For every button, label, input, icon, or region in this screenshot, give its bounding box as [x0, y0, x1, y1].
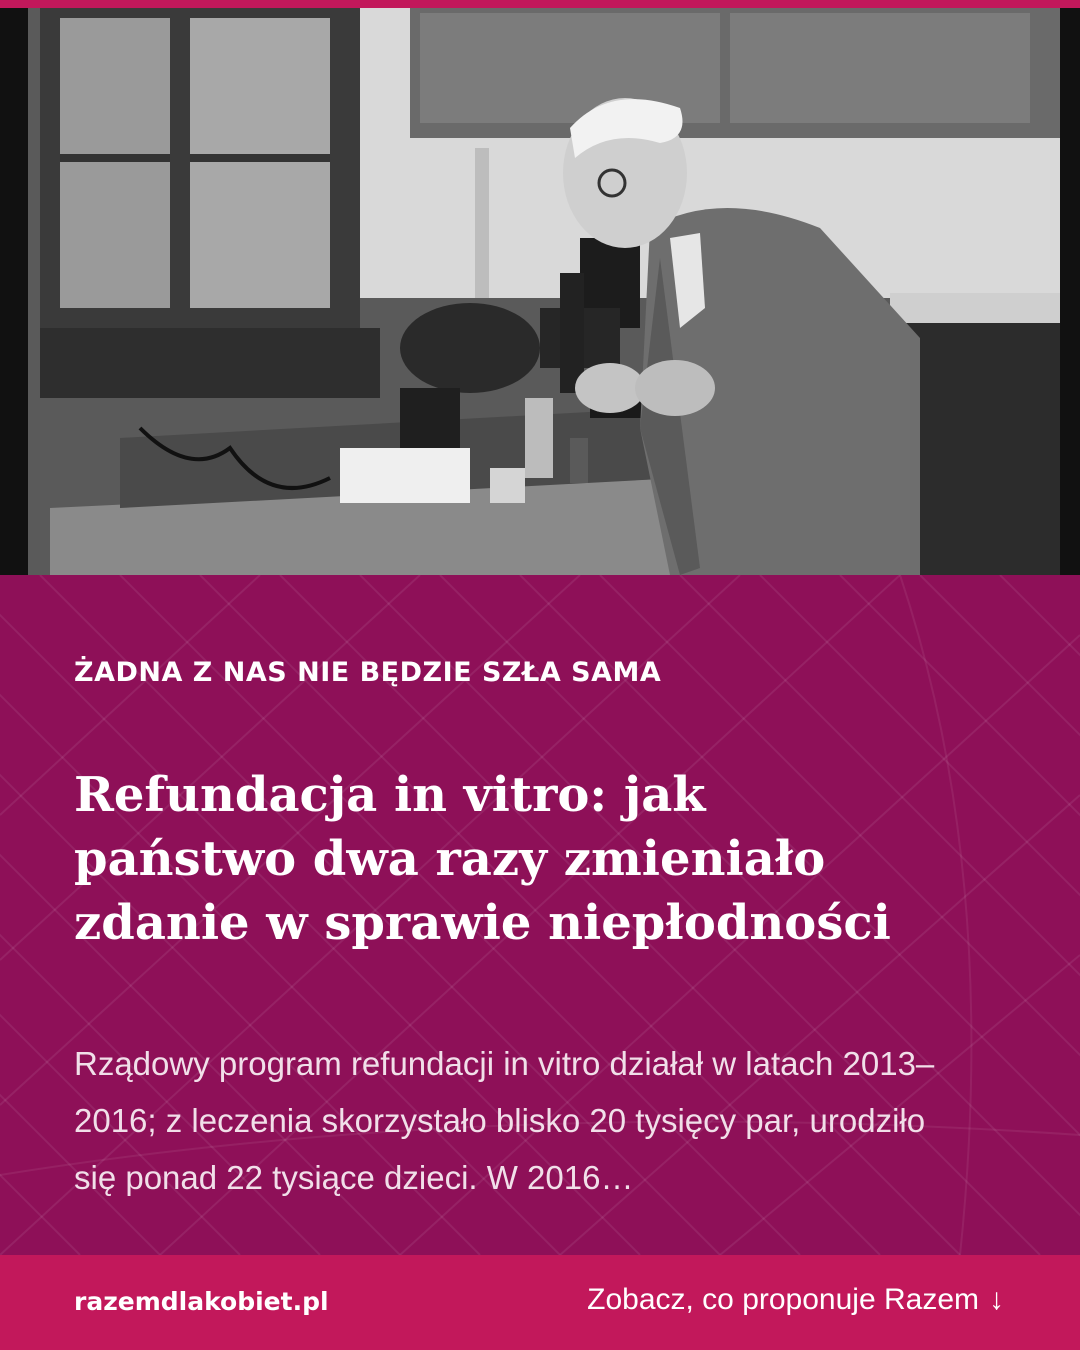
see-proposal-link[interactable]	[587, 1283, 1004, 1317]
article-lead: Rządowy program refundacji in vitro działał w latach 2013–2016; z leczenia skorzystało blisko 20 tysięcy par, urodziło się ponad 22 tysiące dzieci. W 2016…	[74, 1045, 935, 1196]
arrow-down-icon: ↓	[989, 1283, 1004, 1316]
top-accent-strip	[0, 0, 1080, 8]
scientist-microscope-illustration	[0, 8, 1080, 575]
hero-photo	[0, 8, 1080, 575]
cta-label: Zobacz, co proponuje Razem	[587, 1283, 979, 1316]
article-panel	[0, 575, 1080, 1255]
series-kicker: ŻADNA Z NAS NIE BĘDZIE SZŁA SAMA	[74, 657, 662, 688]
footer-bar	[0, 1255, 1080, 1350]
site-url[interactable]: razemdlakobiet.pl	[74, 1287, 329, 1316]
article-headline[interactable]: Refundacja in vitro: jak państwo dwa razy zmieniało zdanie w sprawie niepłodności	[74, 767, 891, 951]
